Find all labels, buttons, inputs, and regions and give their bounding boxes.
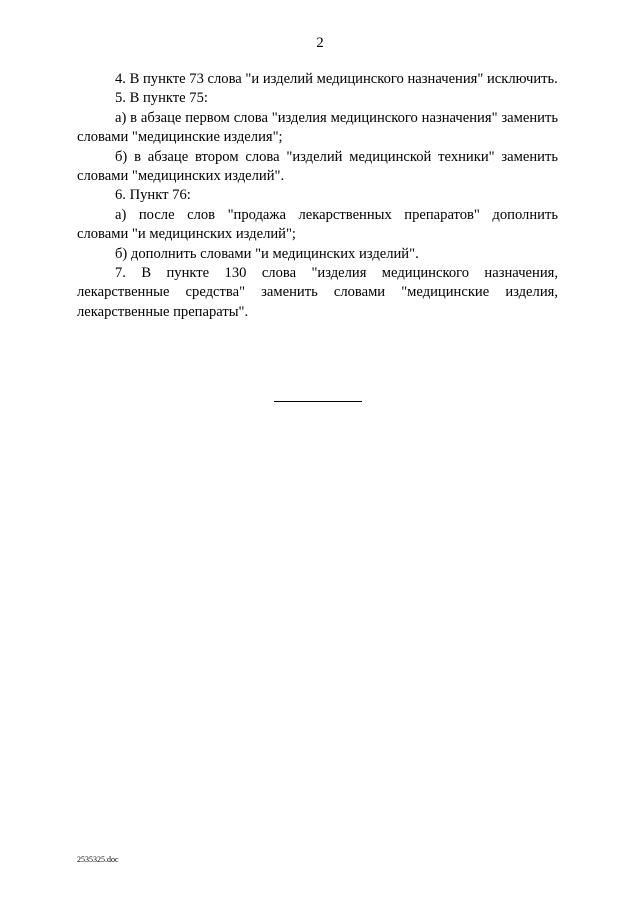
end-separator-line	[274, 401, 362, 402]
paragraph-item-4: 4. В пункте 73 слова "и изделий медицинского назначения" исключить.	[115, 71, 558, 87]
page-number: 2	[316, 35, 324, 51]
footer-doc-code: 2535325.doc	[77, 855, 119, 864]
paragraph-item-5b: б) в абзаце втором слова "изделий медицинской техники" заменить словами "медицинских изделий".	[77, 148, 558, 185]
paragraph-item-7: 7. В пункте 130 слова "изделия медицинского назначения, лекарственные средства" заменить словами "медицинские изделия, лекарственные препараты".	[77, 265, 558, 320]
paragraph-item-6: 6. Пункт 76:	[115, 187, 191, 204]
paragraph-item-6b: б) дополнить словами "и медицинских изделий".	[115, 245, 419, 262]
paragraph-item-5: 5. В пункте 75:	[115, 90, 208, 107]
paragraph-item-5a: а) в абзаце первом слова "изделия медицинского назначения" заменить словами "медицинские изделия";	[77, 109, 558, 146]
paragraph-item-6a: а) после слов "продажа лекарственных препаратов" дополнить словами "и медицинских изделий";	[77, 206, 558, 243]
document-body	[77, 70, 558, 322]
